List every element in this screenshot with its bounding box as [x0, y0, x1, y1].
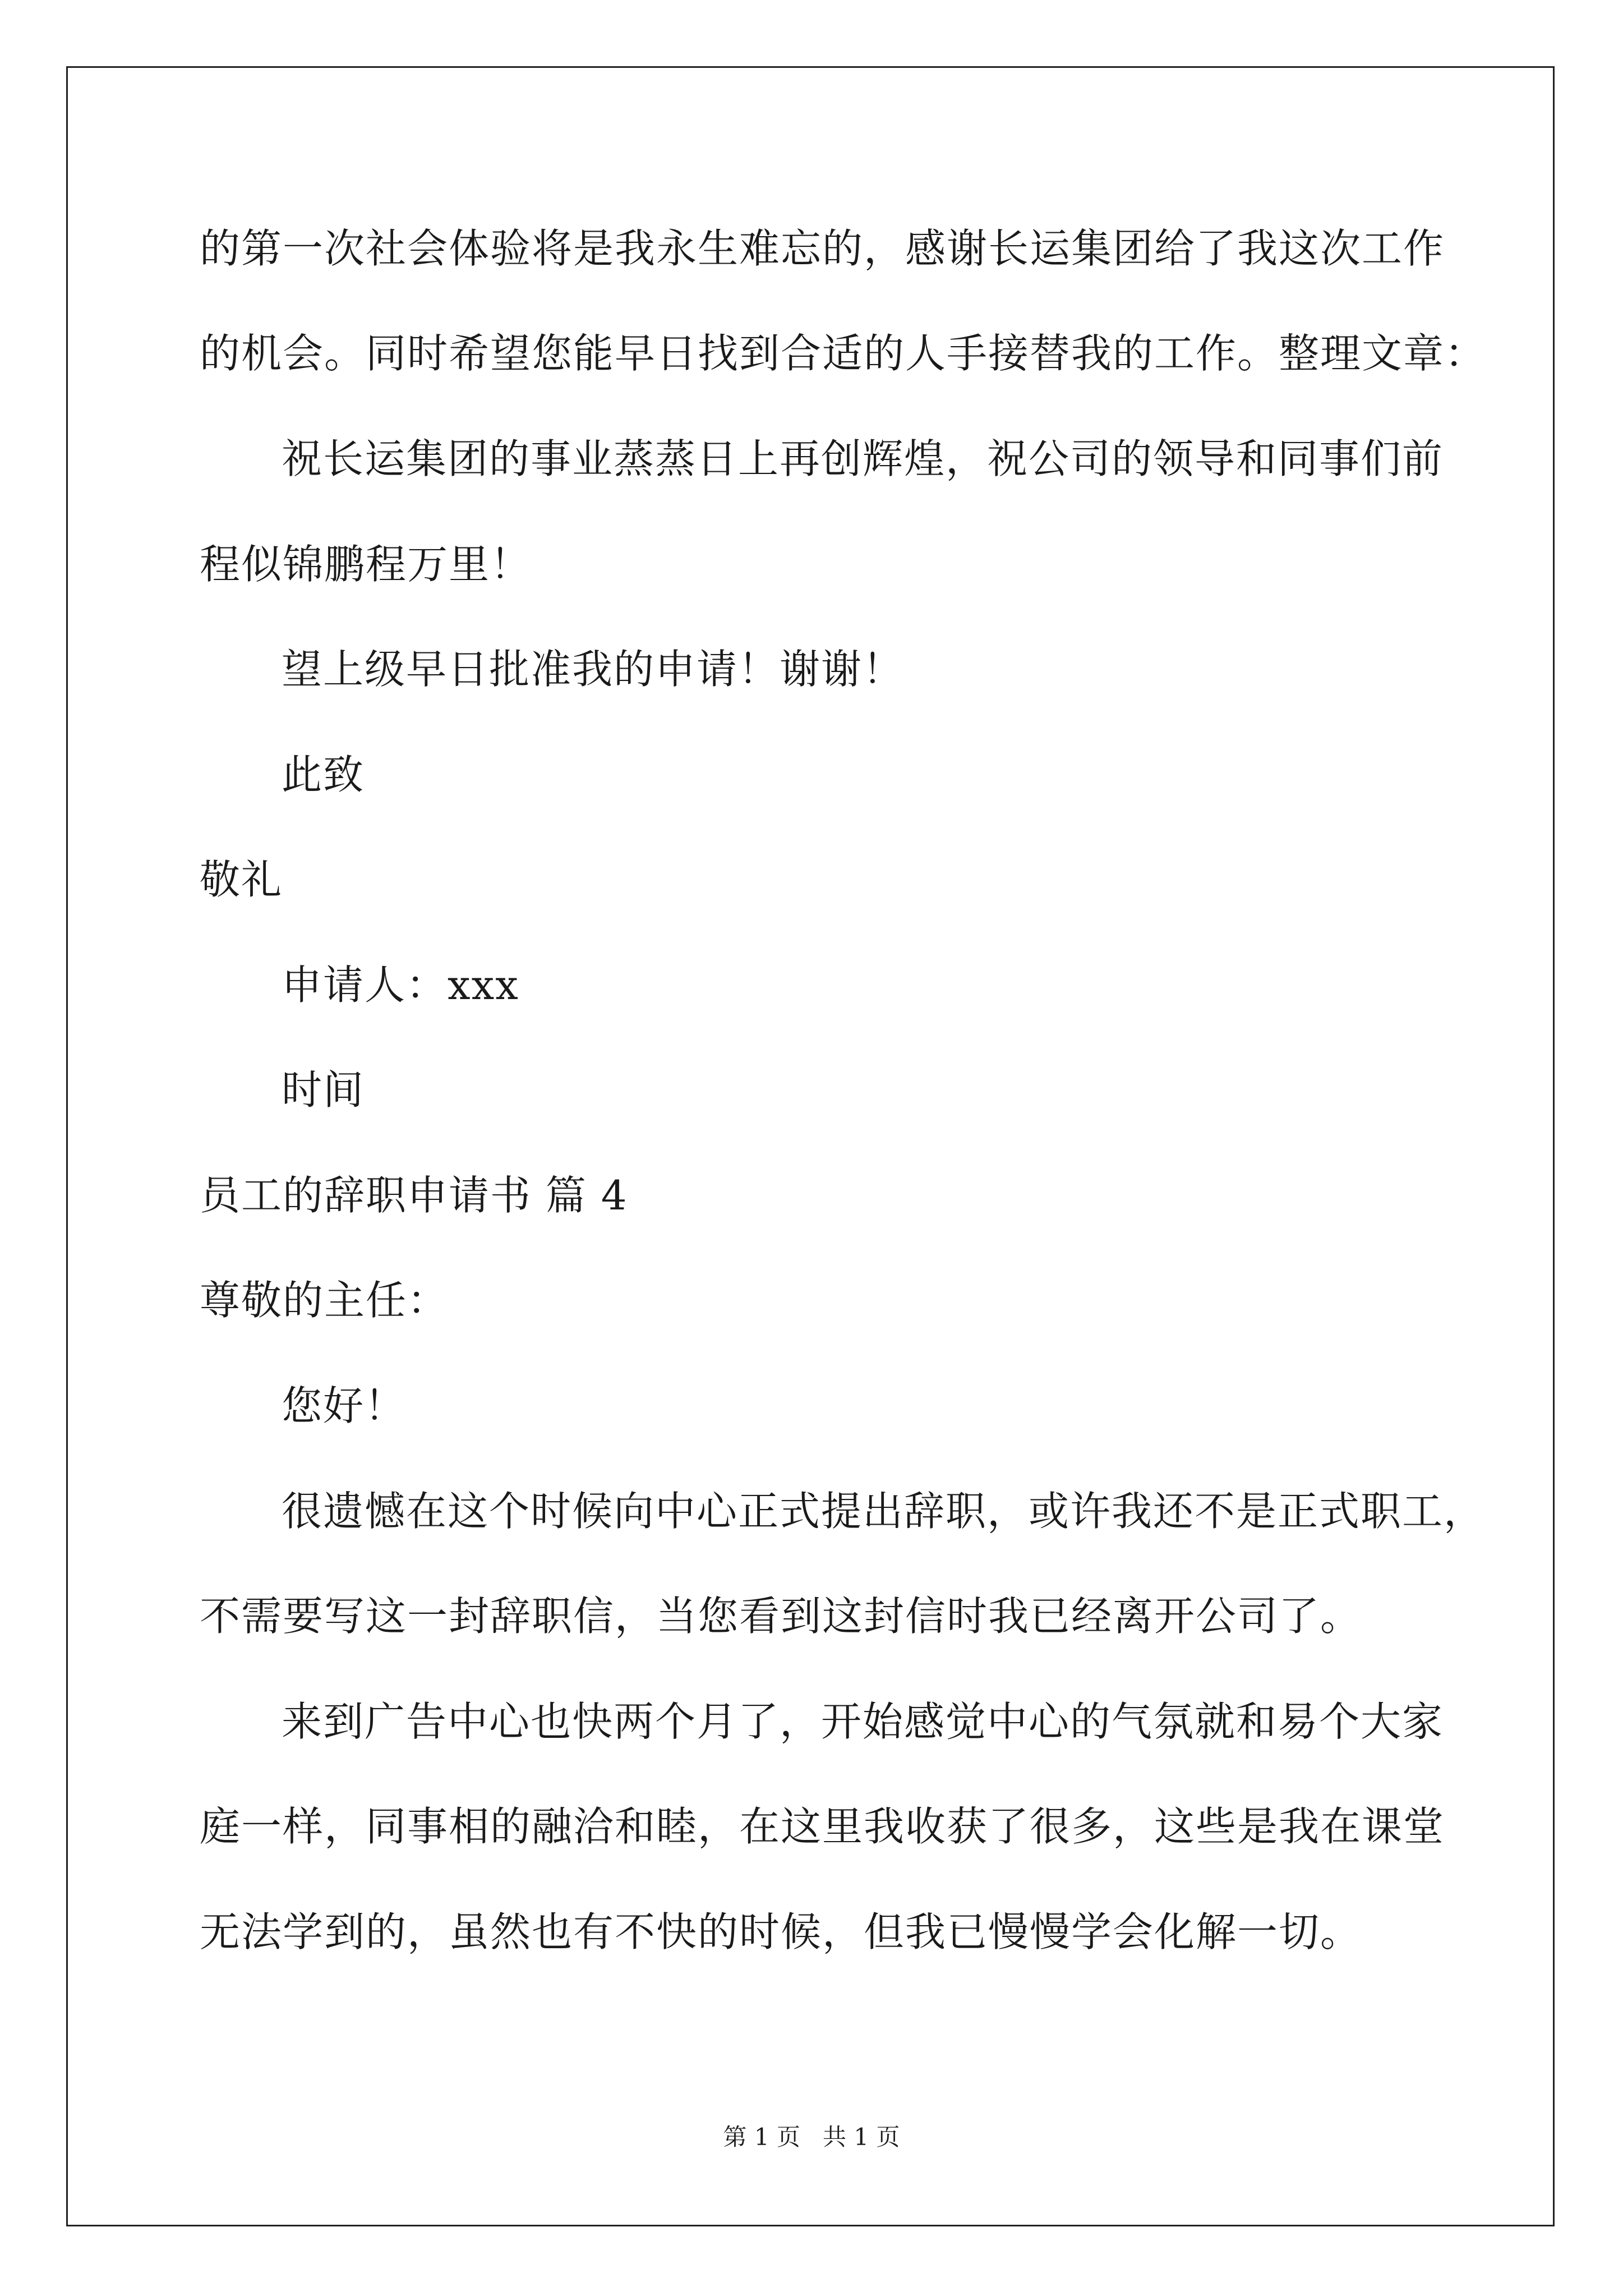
body-line-17: 无法学到的，虽然也有不快的时候，但我已慢慢学会化解一切。 [200, 1908, 1362, 1955]
body-line-15: 来到广告中心也快两个月了，开始感觉中心的气氛就和易个大家 [282, 1698, 1444, 1745]
body-line-16: 庭一样，同事相的融洽和睦，在这里我收获了很多，这些是我在课堂 [200, 1803, 1445, 1850]
page-number-footer: 第 1 页 共 1 页 [723, 2123, 900, 2151]
hello-line: 您好！ [282, 1382, 407, 1429]
body-line-5: 望上级早日批准我的申请！谢谢！ [282, 646, 905, 693]
applicant-signature: 申请人：xxx [282, 961, 519, 1009]
section-heading: 员工的辞职申请书 篇 4 [200, 1172, 628, 1219]
body-line-3: 祝长运集团的事业蒸蒸日上再创辉煌，祝公司的领导和同事们前 [282, 435, 1444, 482]
date-line: 时间 [282, 1066, 365, 1114]
body-line-1: 的第一次社会体验将是我永生难忘的，感谢长运集团给了我这次工作 [200, 225, 1445, 272]
body-line-4: 程似锦鹏程万里！ [200, 541, 532, 588]
body-line-2: 的机会。同时希望您能早日找到合适的人手接替我的工作。整理文章： [200, 330, 1487, 377]
body-line-13: 很遗憾在这个时候向中心正式提出辞职，或许我还不是正式职工， [282, 1488, 1486, 1535]
body-line-14: 不需要写这一封辞职信，当您看到这封信时我已经离开公司了。 [200, 1593, 1362, 1640]
closing-regards: 敬礼 [200, 856, 283, 903]
page-border [66, 66, 1555, 2226]
closing-salutation: 此致 [282, 751, 365, 798]
letter-greeting: 尊敬的主任： [200, 1277, 449, 1324]
